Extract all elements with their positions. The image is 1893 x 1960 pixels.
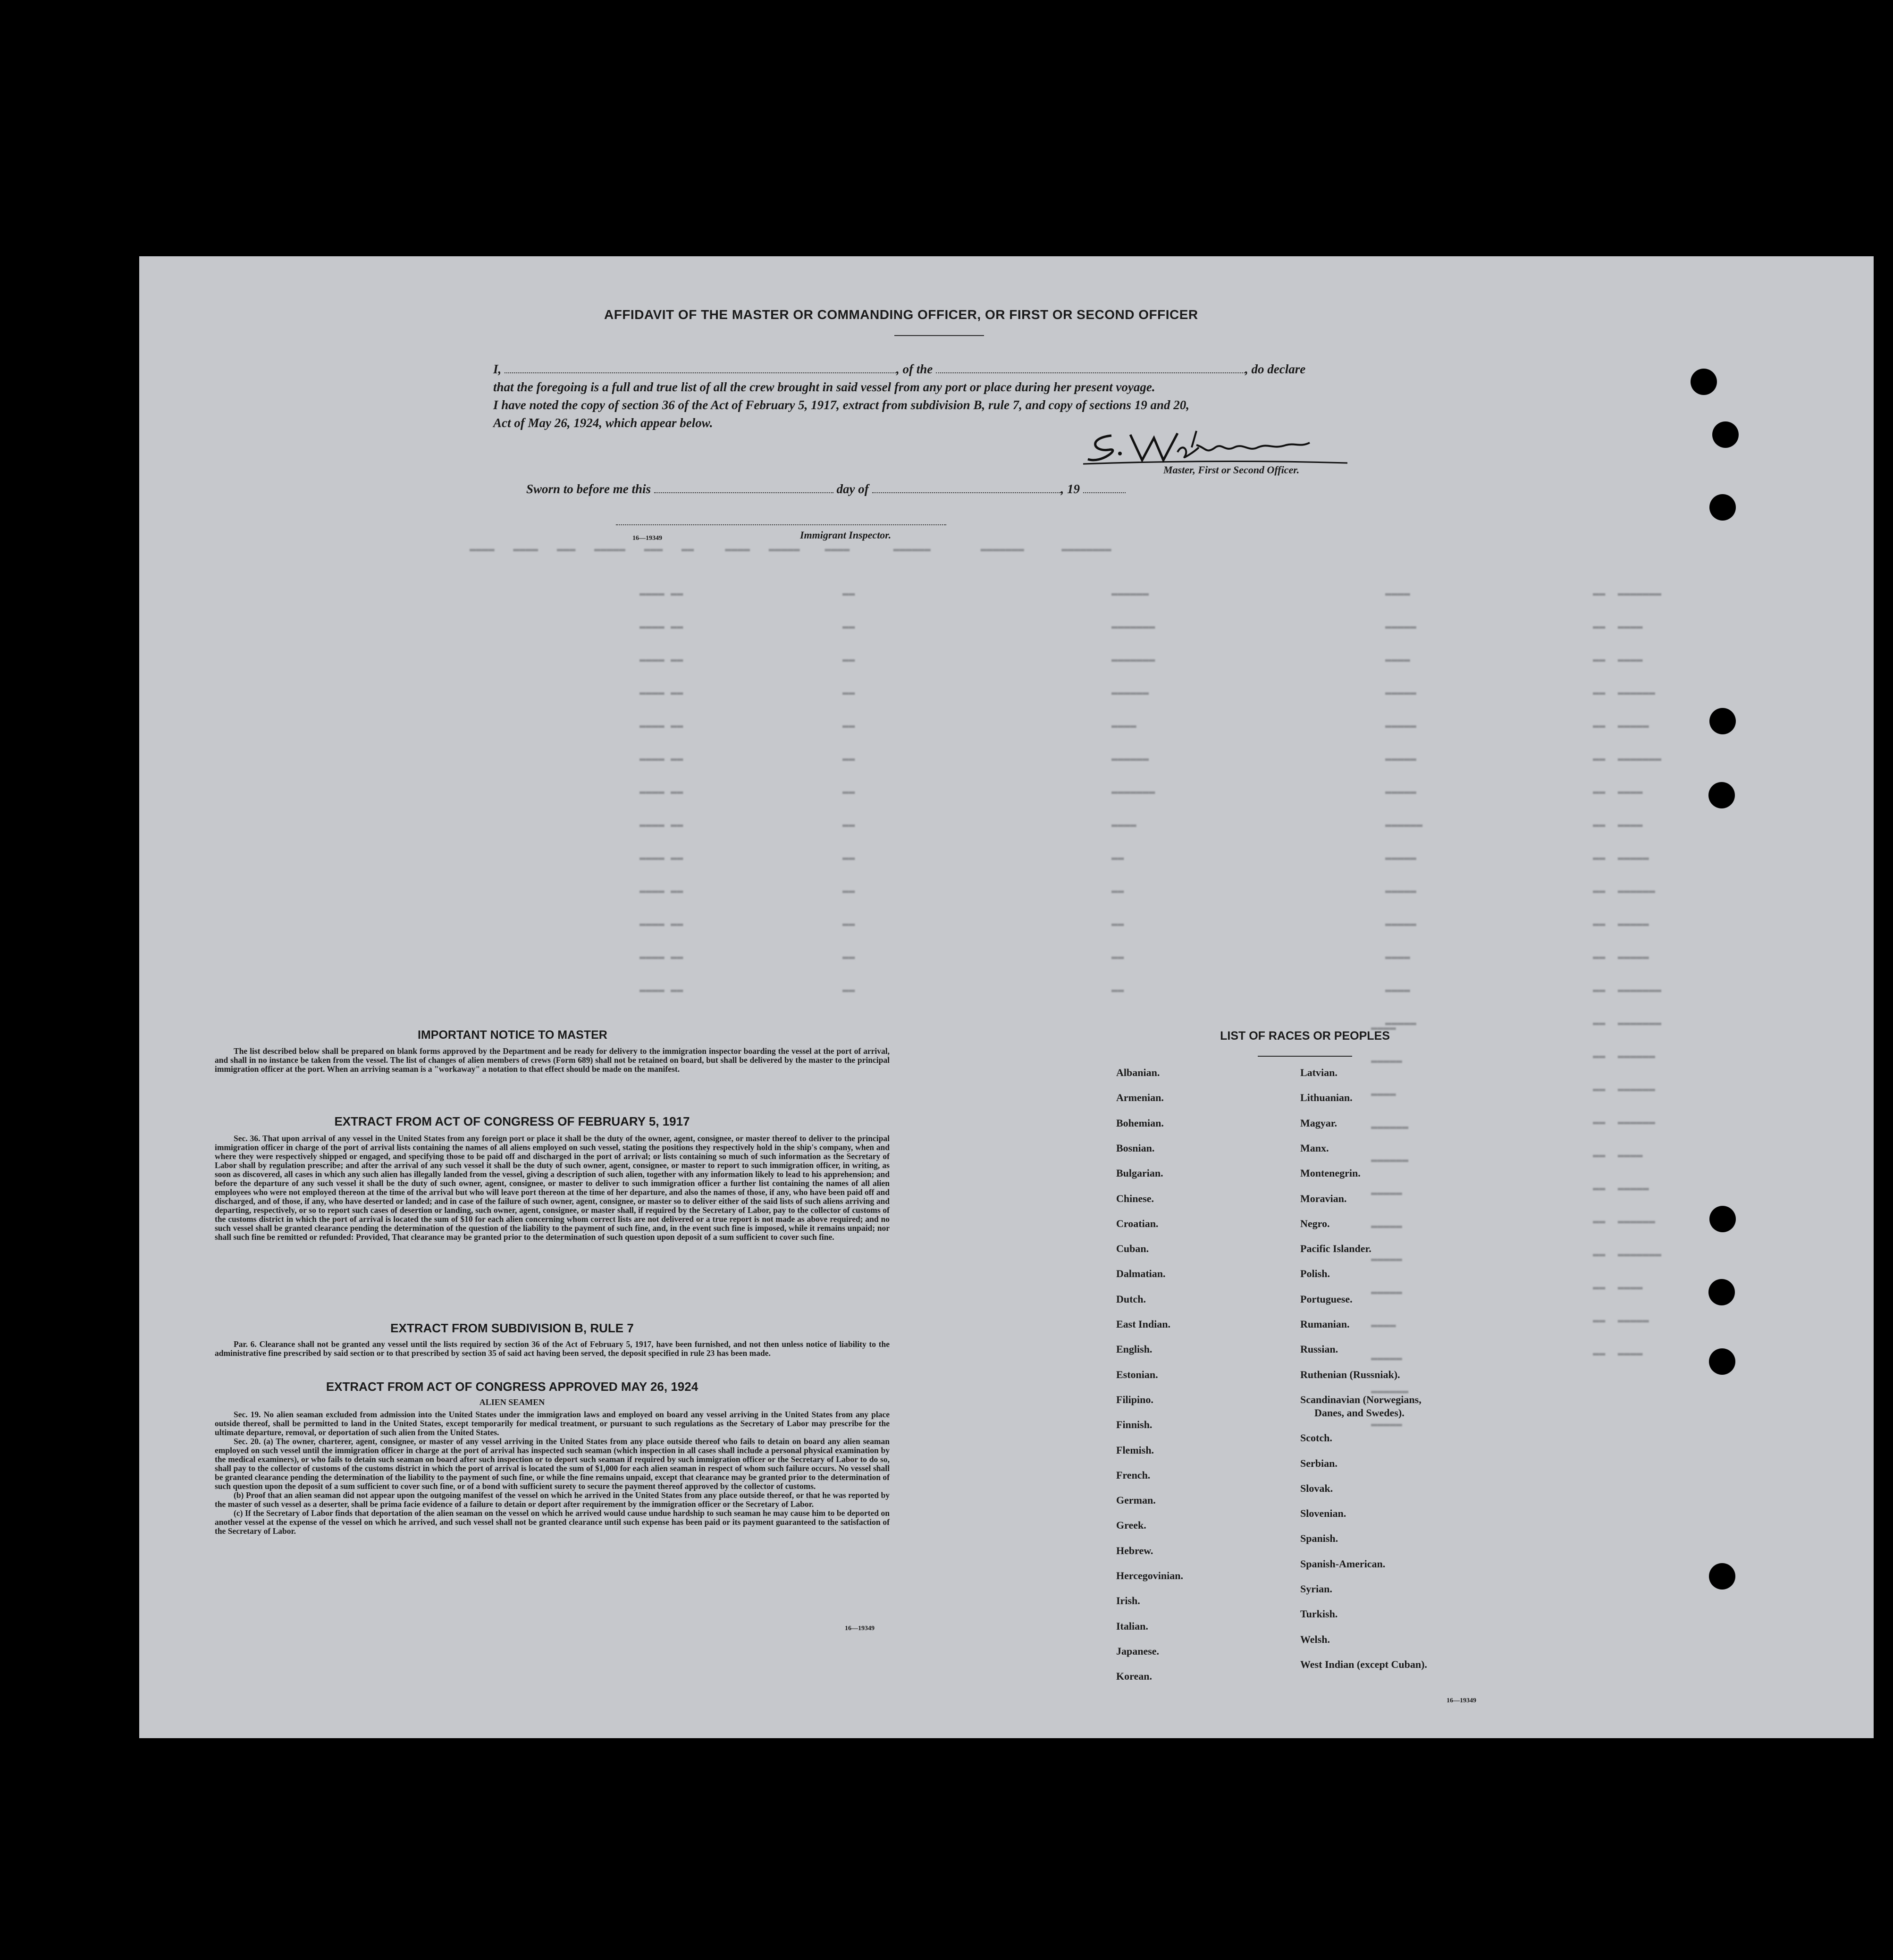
race-item: Croatian. [1116, 1217, 1159, 1229]
do-declare-label: , do declare [1245, 362, 1306, 376]
of-the-label: , of the [896, 362, 933, 376]
race-item: French. [1116, 1469, 1151, 1481]
race-item: West Indian (except Cuban). [1300, 1658, 1427, 1670]
punch-hole-icon [1709, 1563, 1735, 1590]
inspector-caption: Immigrant Inspector. [800, 529, 892, 541]
race-item: Finnish. [1116, 1419, 1153, 1431]
race-item: Serbian. [1300, 1457, 1338, 1469]
race-item: Filipino. [1116, 1393, 1153, 1405]
race-item: Polish. [1300, 1268, 1330, 1280]
race-item: Bosnian. [1116, 1142, 1155, 1154]
alien-seamen-subtitle: ALIEN SEAMEN [479, 1397, 545, 1407]
race-item: Japanese. [1116, 1645, 1160, 1657]
section-19: Sec. 19. No alien seaman excluded from admission into the United States under the immigration laws and employed on board any vessel arriving in the United States from any place outside thereof, shall be permitted to land in the United States, except temporarily for medical treatment, or pursuant to such regulations as the Secretary of Labor may prescribe for the ultimate departure, removal, or deportation of such alien from the United States. [215, 1410, 890, 1437]
sworn-line [526, 482, 1126, 496]
race-item: Estonian. [1116, 1368, 1158, 1380]
race-item: Moravian. [1300, 1192, 1347, 1204]
race-item: Negro. [1300, 1217, 1330, 1229]
race-item: Irish. [1116, 1595, 1140, 1607]
race-item: Russian. [1300, 1343, 1338, 1355]
race-item: Montenegrin. [1300, 1167, 1361, 1179]
race-item: Scandinavian (Norwegians, [1300, 1393, 1422, 1405]
extract-1917-text: Sec. 36. That upon arrival of any vessel in the United States from any foreign port or place it shall be the duty of the owner, agent, consignee, or master thereof to deliver to the principal immigration officer in charge of the port of arrival lists containing the names of all aliens employed on such vessel, stating the positions they respectively hold in the ship's company, when and where they were respectively shipped or engaged, and specifying those to be paid off and discharged in the port of arrival; or lists containing so much of such information as the Secretary of Labor shall by regulation prescribe; and after the arrival of any such vessel it shall be the duty of such owner, agent, consignee, or master to report to such immigration officer, in writing, as soon as discovered, all cases in which any such alien has illegally landed from the vessel, giving a description of such alien, together with any information likely to lead to his apprehension; and before the departure of any such vessel it shall be the duty of such owner, agent, consignee, or master to deliver to such immigration officer a further list containing the names of all alien employees who were not employed thereon at the time of the arrival but who will leave port thereon at the time of her departure, and also the names of those, if any, who have been paid off and discharged, and of those, if any, who have deserted or landed; and in case of the failure of such owner, agent, consignee, or master so to deliver either of the said lists of such aliens arriving and departing, respectively, or so to report such cases of desertion or landing, such owner, agent, consignee, or master shall, if required by the Secretary of Labor, pay to the collector of customs of the customs district in which the port of arrival is located the sum of $10 for each alien concerning whom correct lists are not delivered or a true report is not made as above required; and no such vessel shall be granted clearance pending the determination of the question of the liability to the payment of such fine, and, in the event such fine is imposed, while it remains unpaid; nor shall such fine be remitted or refunded: Provided, That clearance may be granted prior to the determination of such question upon deposit of a sum sufficient to cover such fine. [215, 1134, 890, 1242]
affidavit-title: AFFIDAVIT OF THE MASTER OR COMMANDING OFFICER, OR FIRST OR SECOND OFFICER [604, 307, 1198, 322]
declaration-line-4: Act of May 26, 1924, which appear below. [493, 416, 713, 430]
vessel-blank[interactable] [936, 362, 1245, 373]
day-of-label: day of [836, 482, 869, 496]
notice-title: IMPORTANT NOTICE TO MASTER [418, 1028, 607, 1042]
race-item: East Indian. [1116, 1318, 1170, 1330]
race-item: Magyar. [1300, 1117, 1338, 1129]
punch-hole-icon [1691, 369, 1717, 395]
race-item: Albanian. [1116, 1067, 1160, 1078]
race-item: Lithuanian. [1300, 1092, 1353, 1104]
signature-scrawl-icon [1083, 426, 1347, 469]
race-item: Slovenian. [1300, 1507, 1346, 1520]
year-blank[interactable] [1083, 482, 1126, 493]
race-item: Chinese. [1116, 1192, 1154, 1204]
extract-1924-text [215, 1410, 890, 1536]
race-item: Portuguese. [1300, 1293, 1353, 1305]
race-item: Turkish. [1300, 1608, 1338, 1620]
punch-hole-icon [1709, 1206, 1736, 1232]
race-item: Greek. [1116, 1519, 1146, 1531]
race-item: Pacific Islander. [1300, 1243, 1371, 1255]
punch-hole-icon [1708, 1279, 1735, 1305]
race-item: Hercegovinian. [1116, 1570, 1183, 1581]
race-item: Dutch. [1116, 1293, 1146, 1305]
declaration-line-3: I have noted the copy of section 36 of the Act of February 5, 1917, extract from subdivision B, rule 7, and copy of sections 19 and 20, [493, 398, 1189, 412]
race-item: Spanish-American. [1300, 1557, 1386, 1570]
race-item: English. [1116, 1343, 1153, 1355]
race-item: Scotch. [1300, 1432, 1332, 1444]
race-item: Rumanian. [1300, 1318, 1350, 1330]
month-blank[interactable] [872, 482, 1061, 493]
race-item: Syrian. [1300, 1583, 1332, 1595]
inspector-signature-line [616, 524, 946, 525]
sworn-date-blank[interactable] [654, 482, 833, 493]
name-blank[interactable] [505, 362, 896, 373]
race-item: Korean. [1116, 1670, 1152, 1682]
race-item: German. [1116, 1494, 1156, 1506]
section-20c: (c) If the Secretary of Labor finds that deportation of the alien seaman on the vessel on which he arrived would cause undue hardship to such seaman he may cause him to be deported on another vessel at the expense of the vessel on which he arrived, and such vessel shall not be granted clearance until such expense has been paid or its payment guaranteed to the satisfaction of the Secretary of Labor. [215, 1508, 890, 1536]
year-prefix: , 19 [1060, 482, 1080, 496]
subdivision-b-text: Par. 6. Clearance shall not be granted any vessel until the lists required by section 36 of the Act of February 5, 1917, have been furnished, and not then unless notice of liability to the administrative fine prescribed by said section or to that prescribed by section 35 of said act having been served, the deposit specified in rule 23 has been made. [215, 1339, 890, 1358]
race-item: Cuban. [1116, 1243, 1149, 1255]
notice-text: The list described below shall be prepared on blank forms approved by the Department and be ready for delivery to the immigration inspector boarding the vessel at the port of arrival, and shall in no instance be taken from the vessel. The list of changes of alien members of crews (Form 689) shall not be retained on board, but shall be delivered by the master to the principal immigration officer at the port. When an arriving seaman is a "workaway" a notation to that effect should be made on the manifest. [215, 1046, 890, 1074]
master-caption: Master, First or Second Officer. [1163, 464, 1300, 476]
race-item: Armenian. [1116, 1092, 1164, 1104]
affidavit-form-code: 16—19349 [632, 535, 662, 542]
race-item: Danes, and Swedes). [1314, 1406, 1405, 1419]
punch-hole-icon [1712, 421, 1739, 448]
punch-hole-icon [1708, 782, 1735, 808]
extract-1924-title: EXTRACT FROM ACT OF CONGRESS APPROVED MAY 26, 1924 [326, 1380, 698, 1394]
races-title-underline [1258, 1056, 1352, 1057]
i-label: I, [493, 362, 502, 376]
race-item: Welsh. [1300, 1633, 1330, 1645]
section-20b: (b) Proof that an alien seaman did not appear upon the outgoing manifest of the vessel on which he arrived in the United States from any place outside thereof, or that he was reported by the master of such vessel as a deserter, shall be prima facie evidence of a failure to detain or deport after requirement by the immigration officer or the Secretary of Labor. [215, 1490, 890, 1509]
race-item: Bohemian. [1116, 1117, 1164, 1129]
race-item: Manx. [1300, 1142, 1329, 1154]
document-sheet: AFFIDAVIT OF THE MASTER OR COMMANDING OFFICER, OR FIRST OR SECOND OFFICER I, , of the , do declare that the foregoing is a full and true list of all the crew brought in said vessel from any port or place during her present voyage. I have noted the copy of section 36 of the Act of February 5, 1917, extract from subdivision B, rule 7, and copy of sections 19 and 20, Act of May 26, 1924, which appear below. Master, First or Second Officer. Sworn to before me this day of , 19 16—19349 Immigrant Inspector. ▬▬▬▬ ▬▬▬▬ ▬▬▬ ▬▬▬▬▬ ▬▬▬ ▬▬ ▬▬▬▬ ▬▬▬▬▬ ▬▬▬▬ ▬▬▬▬▬▬ ▬▬▬▬▬▬▬ ▬▬▬▬▬▬▬▬ ▬▬▬▬ ▬▬ ▬▬▬▬ ▬▬ ▬▬▬▬ ▬▬ ▬▬▬▬ ▬▬ ▬▬▬▬ ▬▬ ▬▬▬▬ ▬▬ ▬▬▬▬ ▬▬ ▬▬▬▬ ▬▬ ▬▬▬▬ ▬▬ ▬▬▬▬ ▬▬ ▬▬▬▬ ▬▬ ▬▬▬▬ ▬▬ ▬▬▬▬ ▬▬ ▬▬ ▬▬ ▬▬ ▬▬ ▬▬ ▬▬ ▬▬ ▬▬ ▬▬ ▬▬ ▬▬ ▬▬ ▬▬ ▬▬▬▬▬▬ ▬▬▬▬▬▬▬ ▬▬▬▬▬▬▬ ▬▬▬▬▬▬ ▬▬▬▬ ▬▬▬▬▬▬ ▬▬▬▬▬▬▬ ▬▬▬▬ ▬▬ ▬▬ ▬▬ ▬▬ ▬▬ ▬▬▬▬ ▬▬▬▬▬ ▬▬▬▬ ▬▬▬▬▬ ▬▬▬▬▬ ▬▬▬▬▬ ▬▬▬▬▬ ▬▬▬▬▬▬ ▬▬▬▬▬ ▬▬▬▬▬ ▬▬▬▬▬ ▬▬▬▬ ▬▬▬▬ ▬▬▬▬▬ ▬▬ ▬▬▬▬▬▬▬ ▬▬ ▬▬▬▬ ▬▬ ▬▬▬▬ ▬▬ ▬▬▬▬▬▬ ▬▬ ▬▬▬▬▬ ▬▬ ▬▬▬▬▬▬▬ ▬▬ ▬▬▬▬ ▬▬ ▬▬▬▬ ▬▬ ▬▬▬▬▬ ▬▬ ▬▬▬▬▬▬ ▬▬ ▬▬▬▬▬ ▬▬ ▬▬▬▬▬ ▬▬ ▬▬▬▬▬▬▬ ▬▬ ▬▬▬▬▬▬▬ ▬▬ ▬▬▬▬▬▬ ▬▬ ▬▬▬▬▬▬ ▬▬ ▬▬▬▬▬▬ ▬▬ ▬▬▬▬ ▬▬ ▬▬▬▬▬ ▬▬ ▬▬▬▬▬▬ ▬▬ ▬▬▬▬▬▬▬ ▬▬ ▬▬▬▬ ▬▬ ▬▬▬▬▬ ▬▬ ▬▬▬▬ ▬▬▬▬ ▬▬▬▬▬ ▬▬▬▬ ▬▬▬▬▬▬ ▬▬▬▬▬▬ ▬▬▬▬▬ ▬▬▬▬▬ ▬▬▬▬▬ ▬▬▬▬▬ ▬▬▬▬ ▬▬▬▬▬ ▬▬▬▬▬▬ ▬▬▬▬▬ IMPORTANT NOTICE TO MASTER The list described below shall be prepared on blank forms approved by the Department and be ready for delivery to the immigration inspector boarding the vessel at the port of arrival, and shall in no instance be taken from the vessel. The list of changes of alien members of crews (Form 689) shall not be retained on board, but shall be delivered by the master to the principal immigration officer at the port. When an arriving seaman is a "workaway" a notation to that effect should be made on the manifest. EXTRACT FROM ACT OF CONGRESS OF FEBRUARY 5, 1917 Sec. 36. That upon arrival of any vessel in the United States from any foreign port or place it shall be the duty of the owner, agent, consignee, or master thereof to deliver to the principal immigration officer in charge of the port of arrival lists containing the names of all aliens employed on such vessel, stating the positions they respectively hold in the ship's company, when and where they were respectively shipped or engaged, and specifying those to be paid off and discharged in the port of arrival; or lists containing so much of such information as the Secretary of Labor shall by regulation prescribe; and after the arrival of any such vessel it shall be the duty of such owner, agent, consignee, or master to report to such immigration officer, in writing, as soon as discovered, all cases in which any such alien has illegally landed from the vessel, giving a description of such alien, together with any information likely to lead to his apprehension; and before the departure of any such vessel it shall be the duty of such owner, agent, consignee, or master to deliver to such immigration officer a further list containing the names of all alien employees who were not employed thereon at the time of the arrival but who will leave port thereon at the time of her departure, and also the names of those, if any, who have been paid off and discharged, and of those, if any, who have deserted or landed; and in case of the failure of such owner, agent, consignee, or master so to deliver either of the said lists of such aliens arriving and departing, respectively, or so to report such cases of desertion or landing, such owner, agent, consignee, or master shall, if required by the Secretary of Labor, pay to the collector of customs of the customs district in which the port of arrival is located the sum of $10 for each alien concerning whom correct lists are not delivered or a true report is not made as above required; and no such vessel shall be granted clearance pending the determination of the question of the liability to the payment of such fine, and, in the event such fine is imposed, while it remains unpaid; nor shall such fine be remitted or refunded: Provided, That clearance may be granted prior to the determination of such question upon deposit of a sum sufficient to cover such fine. EXTRACT FROM SUBDIVISION B, RULE 7 Par. 6. Clearance shall not be granted any vessel until the lists required by section 36 of the Act of February 5, 1917, have been furnished, and not then unless notice of liability to the administrative fine prescribed by said section or to that prescribed by section 35 of said act having been served, the deposit specified in rule 23 has been made. EXTRACT FROM ACT OF CONGRESS APPROVED MAY 26, 1924 ALIEN SEAMEN Sec. 19. No alien seaman excluded from admission into the United States under the immigration laws and employed on board any vessel arriving in the United States from any place outside thereof, shall be permitted to land in the United States, except temporarily for medical treatment, or pursuant to such regulations as the Secretary of Labor may prescribe for the ultimate departure, removal, or deportation of such alien from the United States. Sec. 20. (a) The owner, charterer, agent, consignee, or master of any vessel arriving in the United States from any place outside thereof who fails to detain on board any alien seaman employed on such vessel until the immigration officer in charge at the port of arrival has inspected such seaman (which inspection in all cases shall include a personal physical examination by the medical examiners), or who fails to detain such seaman on board after such inspection or to deport such seaman if required by such immigration officer or the Secretary of Labor to do so, shall pay to the collector of customs of the customs district in which the port of arrival is located the sum of $1,000 for each alien seaman in respect of whom such failure occurs. No vessel shall be granted clearance pending the determination of the liability to the payment of such fine, or while the fine remains unpaid, except that clearance may be granted prior to the determination of such question upon the deposit of a sum sufficient to cover such fine, or of a bond with sufficient surety to secure the payment thereof approved by the collector of customs. (b) Proof that an alien seaman did not appear upon the outgoing manifest of the vessel on which he arrived in the United States from any place outside thereof, or that he was reported by the master of such vessel as a deserter, shall be prima facie evidence of a failure to detain or deport after requirement by the immigration officer or the Secretary of Labor. (c) If the Secretary of Labor finds that deportation of the alien seaman on the vessel on which he arrived would cause undue hardship to such seaman he may cause him to be deported on another vessel at the expense of the vessel on which he arrived, and such vessel shall not be granted clearance until such expense has been paid or its payment guaranteed to the satisfaction of the Secretary of Labor. 16—19349 LIST OF RACES OR PEOPLES Albanian. Armenian. Bohemian. Bosnian. Bulgarian. Chinese. Croatian. Cuban. Dalmatian. Dutch. East Indian. English. Estonian. Filipino. Finnish. Flemish. French. German. Greek. Hebrew. Hercegovinian. Irish. Italian. Japanese. Korean. Latvian. Lithuanian. Magyar. Manx. Montenegrin. Moravian. Negro. Pacific Islander. Polish. Portuguese. Rumanian. Russian. Ruthenian (Russniak). Scandinavian (Norwegians, Danes, and Swedes). Scotch. Serbian. Slovak. Slovenian. Spanish. Spanish-American. Syrian. Turkish. Welsh. West Indian (except Cuban). 16—19349 [139, 256, 1874, 1738]
declaration-text [493, 360, 1390, 432]
punch-hole-icon [1709, 1348, 1735, 1375]
race-item: Spanish. [1300, 1532, 1338, 1545]
declaration-line-2: that the foregoing is a full and true list of all the crew brought in said vessel from any port or place during her present voyage. [493, 380, 1155, 394]
extract-1917-title: EXTRACT FROM ACT OF CONGRESS OF FEBRUARY 5, 1917 [334, 1114, 690, 1128]
section-20a: Sec. 20. (a) The owner, charterer, agent, consignee, or master of any vessel arriving in the United States from any place outside thereof who fails to detain on board any alien seaman employed on such vessel until the immigration officer in charge at the port of arrival has inspected such seaman (which inspection in all cases shall include a personal physical examination by the medical examiners), or who fails to detain such seaman on board after such inspection or to deport such seaman if required by such immigration officer or the Secretary of Labor to do so, shall pay to the collector of customs of the customs district in which the port of arrival is located the sum of $1,000 for each alien seaman in respect of whom such failure occurs. No vessel shall be granted clearance pending the determination of the liability to the payment of such fine, or while the fine remains unpaid, except that clearance may be granted prior to the determination of such question upon the deposit of a sum sufficient to cover such fine, or of a bond with sufficient surety to secure the payment thereof approved by the collector of customs. [215, 1437, 890, 1491]
race-item: Slovak. [1300, 1482, 1333, 1494]
subdivision-b-title: EXTRACT FROM SUBDIVISION B, RULE 7 [390, 1321, 634, 1335]
race-item: Hebrew. [1116, 1544, 1153, 1556]
race-item: Dalmatian. [1116, 1268, 1166, 1280]
race-item: Flemish. [1116, 1444, 1154, 1456]
races-form-code: 16—19349 [1447, 1697, 1476, 1704]
punch-hole-icon [1709, 708, 1736, 734]
punch-hole-icon [1709, 494, 1736, 521]
races-title: LIST OF RACES OR PEOPLES [1220, 1029, 1390, 1043]
extract-form-code: 16—19349 [845, 1625, 875, 1632]
sworn-prefix: Sworn to before me this [526, 482, 651, 496]
race-item: Ruthenian (Russniak). [1300, 1368, 1400, 1380]
title-underline [894, 335, 984, 336]
race-item: Italian. [1116, 1620, 1148, 1632]
race-item: Latvian. [1300, 1067, 1338, 1078]
races-list [1116, 1067, 1541, 1699]
race-item: Bulgarian. [1116, 1167, 1163, 1179]
